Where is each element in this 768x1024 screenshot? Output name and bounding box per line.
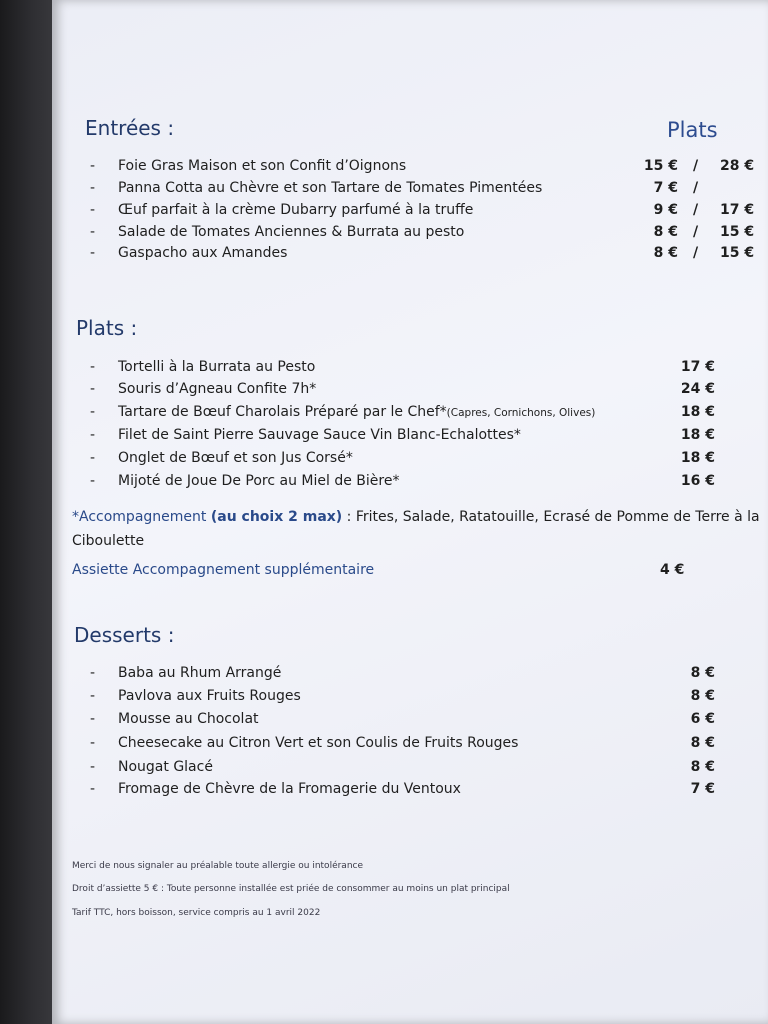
menu-binder-edge: [0, 0, 58, 1024]
entrees-title: Entrées :: [85, 116, 175, 140]
item-name: Nougat Glacé: [118, 759, 213, 775]
item-price: 8 €: [690, 759, 715, 775]
tarif-notice: Tarif TTC, hors boisson, service compris au 1 avril 2022: [72, 908, 321, 918]
item-price: 8 €: [690, 735, 715, 751]
list-item: - Cheesecake au Citron Vert et son Coulis de Fruits Rouges 8 €: [90, 735, 715, 751]
list-item: - Souris d’Agneau Confite 7h* 24 €: [90, 381, 715, 397]
item-price-entree: 9 €: [653, 202, 678, 218]
item-price-entree: 7 €: [653, 180, 678, 196]
list-item: - Nougat Glacé 8 €: [90, 759, 715, 775]
item-name: Tortelli à la Burrata au Pesto: [118, 359, 316, 375]
list-item: - Tartare de Bœuf Charolais Préparé par le Chef*(Capres, Cornichons, Olives) 18 €: [90, 404, 715, 420]
list-item: - Filet de Saint Pierre Sauvage Sauce Vin Blanc-Echalottes* 18 €: [90, 427, 715, 443]
item-name: Baba au Rhum Arrangé: [118, 665, 282, 681]
item-price: 18 €: [680, 427, 715, 443]
price-separator: /: [693, 202, 699, 218]
item-price-entree: 8 €: [653, 245, 678, 261]
item-price: 8 €: [690, 665, 715, 681]
price-separator: /: [693, 224, 699, 240]
item-price: 24 €: [680, 381, 715, 397]
item-name: Mijoté de Joue De Porc au Miel de Bière*: [118, 473, 400, 489]
item-price: 6 €: [690, 711, 715, 727]
list-item: - Pavlova aux Fruits Rouges 8 €: [90, 688, 715, 704]
item-price: 8 €: [690, 688, 715, 704]
item-name: [118, 404, 595, 420]
item-price: 17 €: [680, 359, 715, 375]
list-item: - Tortelli à la Burrata au Pesto 17 €: [90, 359, 715, 375]
item-name: Filet de Saint Pierre Sauvage Sauce Vin Blanc-Echalottes*: [118, 427, 521, 443]
list-item: - Gaspacho aux Amandes 8 € / 15 €: [90, 245, 755, 261]
item-name: Cheesecake au Citron Vert et son Coulis de Fruits Rouges: [118, 735, 519, 751]
item-price-plat: 15 €: [720, 224, 755, 240]
item-name: Foie Gras Maison et son Confit d’Oignons: [118, 158, 407, 174]
extra-side-price: 4 €: [660, 562, 685, 578]
accompagnement-label: *Accompagnement: [72, 509, 207, 525]
item-price: 18 €: [680, 404, 715, 420]
menu-page: [52, 0, 768, 1024]
item-name: Panna Cotta au Chèvre et son Tartare de Tomates Pimentées: [118, 180, 543, 196]
plats-title: Plats :: [76, 316, 138, 340]
item-price: 16 €: [680, 473, 715, 489]
price-separator: /: [693, 158, 699, 174]
item-name: Salade de Tomates Anciennes & Burrata au pesto: [118, 224, 465, 240]
item-price-plat: 15 €: [720, 245, 755, 261]
item-price-plat: 28 €: [720, 158, 755, 174]
list-item: - Fromage de Chèvre de la Fromagerie du Ventoux 7 €: [90, 781, 715, 797]
list-item: - Mousse au Chocolat 6 €: [90, 711, 715, 727]
plats-column-header: Plats: [667, 118, 718, 142]
item-price: 18 €: [680, 450, 715, 466]
extra-side-label: Assiette Accompagnement supplémentaire: [72, 562, 375, 578]
item-name: Souris d’Agneau Confite 7h*: [118, 381, 317, 397]
desserts-title: Desserts :: [74, 623, 175, 647]
list-item: - Panna Cotta au Chèvre et son Tartare de Tomates Pimentées 7 € /: [90, 180, 699, 196]
accompagnement-note: [72, 505, 762, 553]
item-name: Gaspacho aux Amandes: [118, 245, 288, 261]
list-item: - Œuf parfait à la crème Dubarry parfumé à la truffe 9 € / 17 €: [90, 202, 755, 218]
item-name: Pavlova aux Fruits Rouges: [118, 688, 301, 704]
accompagnement-text: : Frites, Salade, Ratatouille, Ecrasé de Pomme de Terre à la Ciboulette: [72, 509, 760, 549]
list-item: - Mijoté de Joue De Porc au Miel de Bière* 16 €: [90, 473, 715, 489]
item-name-main: Tartare de Bœuf Charolais Préparé par le Chef*: [118, 404, 447, 420]
item-price-entree: 15 €: [643, 158, 678, 174]
allergy-notice: Merci de nous signaler au préalable toute allergie ou intolérance: [72, 861, 364, 871]
item-price: 7 €: [690, 781, 715, 797]
droit-assiette-notice: Droit d’assiette 5 € : Toute personne installée est priée de consommer au moins un plat principal: [72, 884, 510, 894]
item-price-plat: 17 €: [720, 202, 755, 218]
price-separator: /: [693, 245, 699, 261]
item-name: Onglet de Bœuf et son Jus Corsé*: [118, 450, 353, 466]
item-name: Fromage de Chèvre de la Fromagerie du Ventoux: [118, 781, 461, 797]
item-name-note: (Capres, Cornichons, Olives): [446, 407, 596, 419]
accompagnement-choice: (au choix 2 max): [210, 509, 343, 525]
item-name: Œuf parfait à la crème Dubarry parfumé à la truffe: [118, 202, 474, 218]
item-name: Mousse au Chocolat: [118, 711, 259, 727]
list-item: - Salade de Tomates Anciennes & Burrata au pesto 8 € / 15 €: [90, 224, 755, 240]
list-item: - Onglet de Bœuf et son Jus Corsé* 18 €: [90, 450, 715, 466]
item-price-entree: 8 €: [653, 224, 678, 240]
list-item: - Foie Gras Maison et son Confit d’Oignons 15 € / 28 €: [90, 158, 755, 174]
price-separator: /: [693, 180, 699, 196]
list-item: - Baba au Rhum Arrangé 8 €: [90, 665, 715, 681]
